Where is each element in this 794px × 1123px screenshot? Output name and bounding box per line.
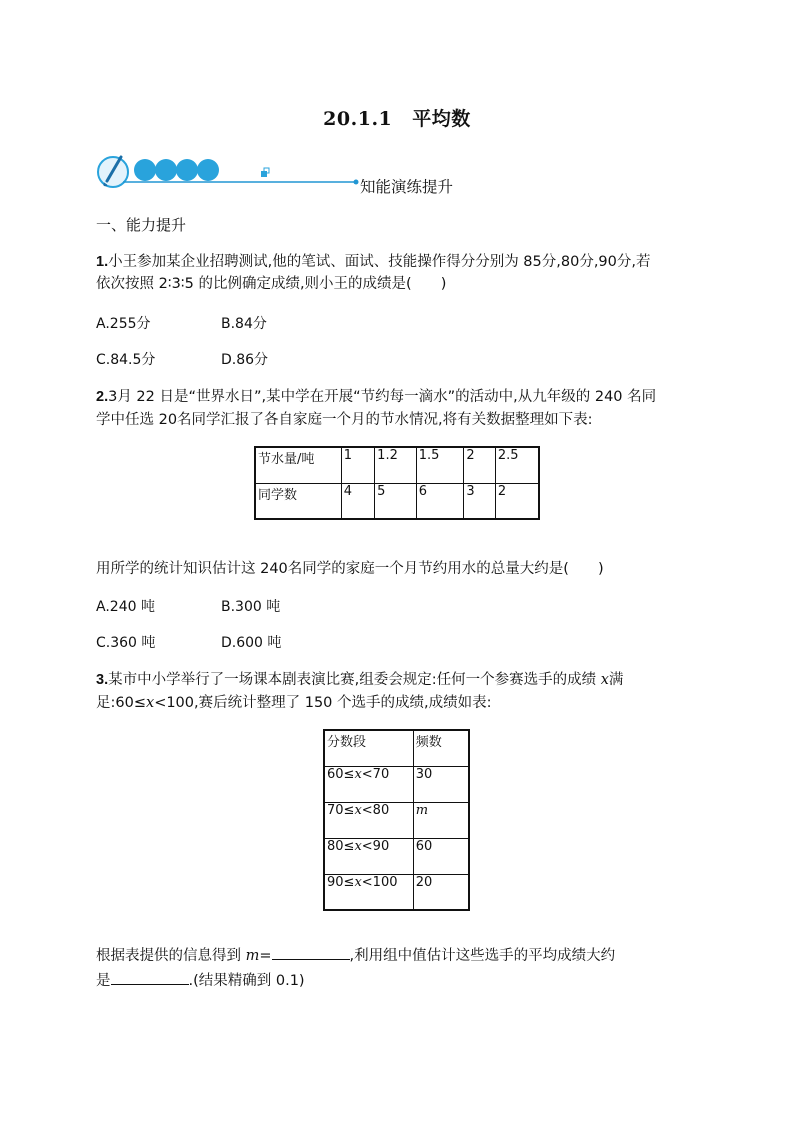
table-row [255,483,539,519]
table-cell: 节水量/吨 [255,447,341,483]
table-cell: 2.5 [495,447,539,483]
title-number: 20.1.1 [323,108,393,130]
table-cell: 1.2 [375,447,417,483]
table-cell: 70≤x<80 [324,802,413,838]
table-row [324,838,469,874]
banner-dot [176,159,198,181]
page-title [0,104,794,131]
table-cell: 30 [413,766,469,802]
banner-label: 知能演练提升 [360,178,454,196]
answer-blank-m[interactable] [272,945,350,960]
q1-option-d: D.86分 [221,352,269,368]
banner-dot [155,159,177,181]
table-cell: 2 [464,447,495,483]
q2-option-b: B.300 吨 [221,599,281,615]
q3-line3: 根据表提供的信息得到 m= ,利用组中值估计这些选手的平均成绩大约 [96,944,615,968]
table-cell: 6 [416,483,464,519]
table-cell: 1 [341,447,374,483]
q1-option-b: B.84分 [221,316,267,332]
table-cell: 60≤x<70 [324,766,413,802]
q3-line2: 足:60≤x<100,赛后统计整理了 150 个选手的成绩,成绩如表: [96,695,492,711]
q1-number: 1. [96,254,109,270]
q1-option-a: A.255分 [96,316,151,332]
answer-blank-average[interactable] [111,970,189,985]
table-header-cell: 频数 [413,730,469,766]
water-saving-table [254,446,540,520]
q3-line1: 3.某市中小学举行了一场课本剧表演比赛,组委会规定:任何一个参赛选手的成绩 x满 [96,672,624,688]
table-cell: 4 [341,483,374,519]
table-cell: 1.5 [416,447,464,483]
score-frequency-table [323,729,470,911]
q1-line2: 依次按照 2∶3∶5 的比例确定成绩,则小王的成绩是( ) [96,276,447,292]
q3-line4: 是 .(结果精确到 0.1) [96,969,305,993]
q1-option-c: C.84.5分 [96,352,156,368]
var-x: x [146,695,155,711]
table-row [255,447,539,483]
q2-line3: 用所学的统计知识估计这 240名同学的家庭一个月节约用水的总量大约是( ) [96,561,604,577]
var-m: m [245,948,260,964]
q3-number: 3. [96,672,109,688]
q2-number: 2. [96,389,109,405]
q2-line2: 学中任选 20名同学汇报了各自家庭一个月的节水情况,将有关数据整理如下表: [96,412,593,428]
table-cell: m [413,802,469,838]
table-cell: 2 [495,483,539,519]
q1-line1: 1.小王参加某企业招聘测试,他的笔试、面试、技能操作得分分别为 85分,80分,90分,若 [96,254,651,270]
table-row [324,874,469,910]
table-row [324,730,469,766]
var-x: x [600,672,609,688]
table-row [324,766,469,802]
table-cell: 20 [413,874,469,910]
banner-dot [134,159,156,181]
table-cell: 3 [464,483,495,519]
banner-dot [197,159,219,181]
section-heading: 一、能力提升 [96,216,187,234]
table-cell: 同学数 [255,483,341,519]
table-cell: 90≤x<100 [324,874,413,910]
table-header-cell: 分数段 [324,730,413,766]
q2-option-a: A.240 吨 [96,599,155,615]
table-cell: 5 [375,483,417,519]
table-cell: 80≤x<90 [324,838,413,874]
table-cell: 60 [413,838,469,874]
table-row [324,802,469,838]
q2-line1: 2.3月 22 日是“世界水日”,某中学在开展“节约每一滴水”的活动中,从九年级的 240 名同 [96,389,657,405]
q2-option-d: D.600 吨 [221,635,282,651]
q2-option-c: C.360 吨 [96,635,156,651]
title-text: 平均数 [412,108,471,130]
